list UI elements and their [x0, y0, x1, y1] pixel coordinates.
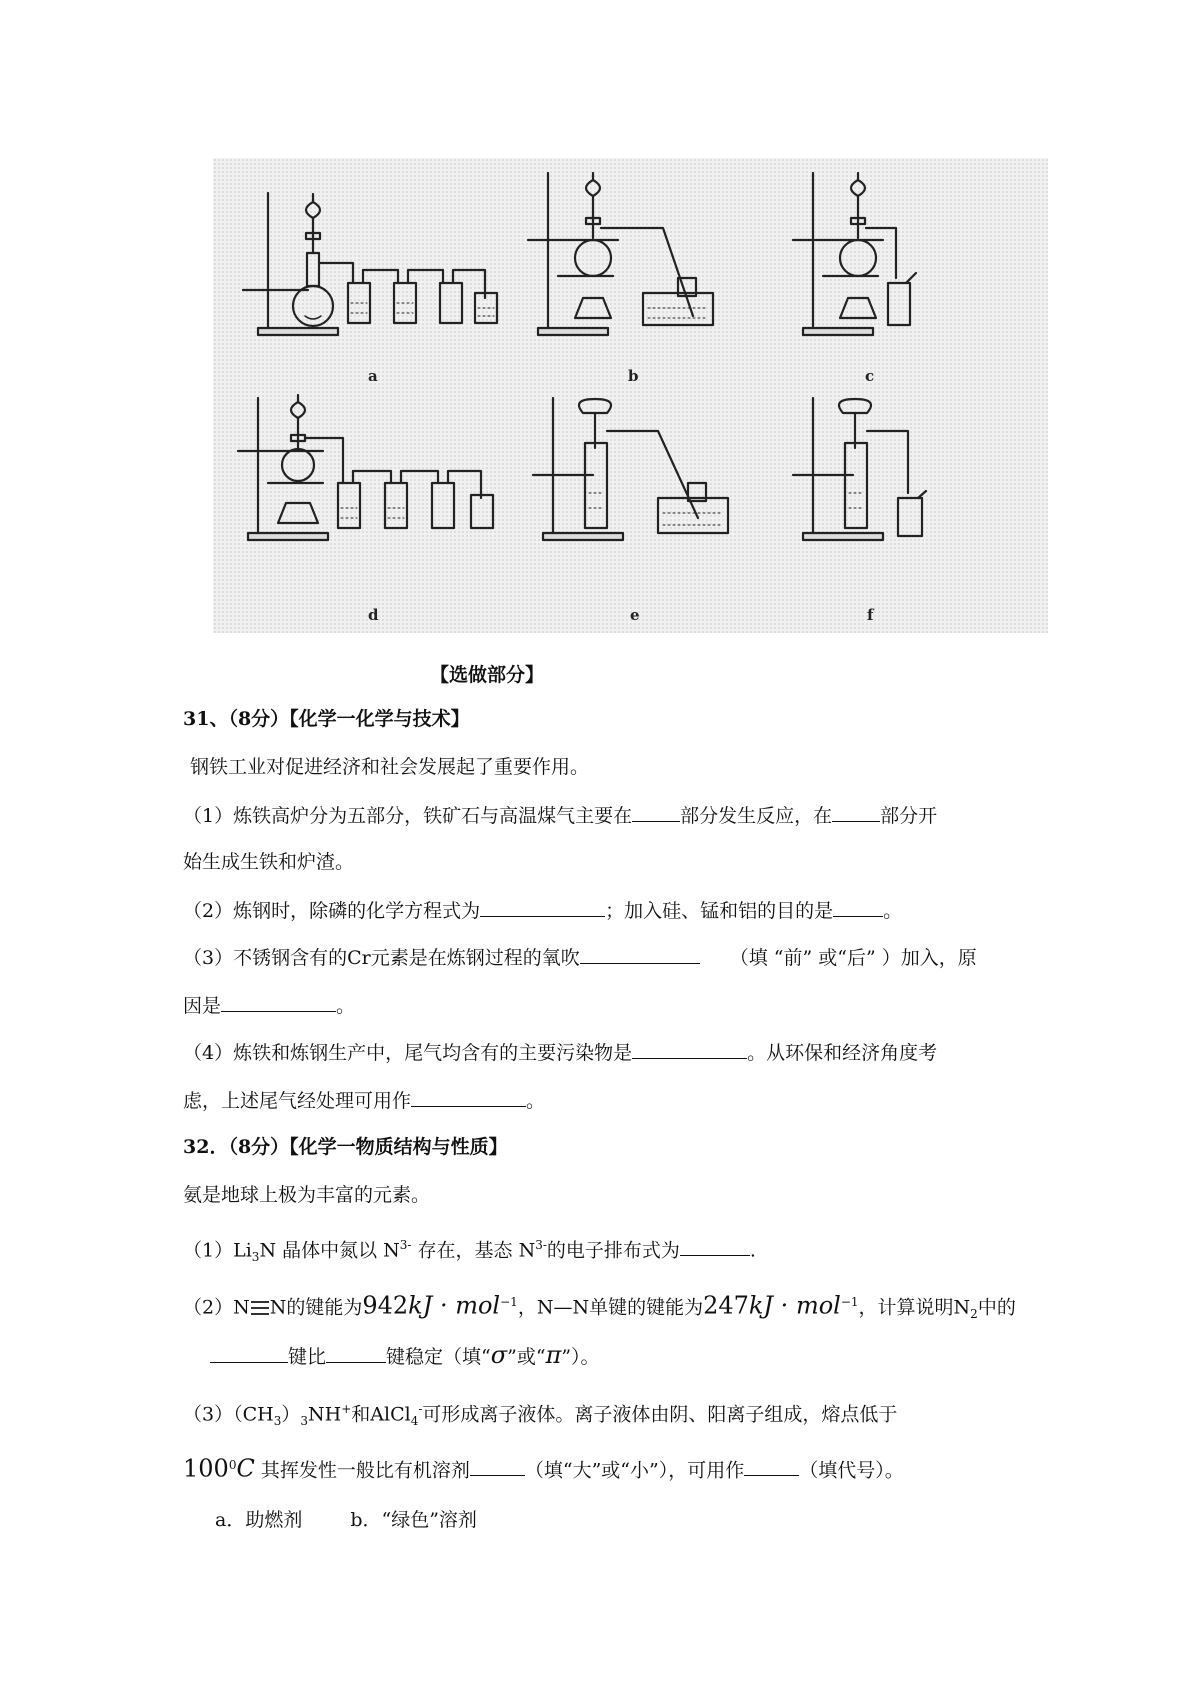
q31-intro: 钢铁工业对促进经济和社会发展起了重要作用。 — [190, 756, 590, 778]
label-e: e — [630, 606, 640, 624]
q32-part2-line1: （2）N N的键能为942kJ · mol$^{-1}$，N—N单键的键能为247kJ · mol$^{-1}$，计算说明$N_2$中的 — [183, 1291, 1016, 1322]
q31-part1-line2: 始生成生铁和炉渣。 — [183, 851, 355, 873]
label-c: c — [865, 367, 875, 385]
q32-header: 32．（8分）【化学一物质结构与性质】 — [183, 1136, 508, 1158]
apparatus-d — [238, 395, 493, 540]
q31-part2: （2）炼钢时，除磷的化学方程式为 ；加入硅、锰和铝的目的是 。 — [183, 900, 903, 922]
apparatus-a — [243, 193, 497, 335]
apparatus-b — [528, 173, 713, 335]
q31-part3-line1: （3）不锈钢含有的Cr元素是在炼钢过程的氧吹 （填 “前” 或“后” ）加入，原 — [183, 947, 977, 969]
apparatus-drawing — [213, 158, 1048, 633]
option-a: a．助燃剂 — [215, 1509, 303, 1531]
apparatus-e — [533, 398, 728, 540]
apparatus-c — [793, 173, 916, 335]
q32-part3-line2: $100^0C$ 其挥发性一般比有机溶剂 （填“大”或“小”），可用作 （填代号）。 — [183, 1454, 904, 1483]
label-a: a — [368, 367, 378, 385]
label-d: d — [368, 606, 379, 624]
apparatus-f — [793, 398, 926, 540]
q31-header: 31、（8分）【化学一化学与技术】 — [183, 708, 470, 730]
q31-part1-line1: （1）炼铁高炉分为五部分，铁矿石与高温煤气主要在 部分发生反应，在 部分开 — [183, 805, 938, 827]
q32-options — [215, 1508, 477, 1532]
q32-part1: $(1)Li_3N$ 晶体中氮以 $N^{3-}$ 存在，基态 $N^{3-}$的电子排布式为 . — [183, 1238, 756, 1265]
q32-part2-line2: 键比 键稳定（填“σ”或“π”）。 — [210, 1343, 600, 1369]
q31-part4-line1: （4）炼铁和炼钢生产中，尾气均含有的主要污染物是 。从环保和经济角度考 — [183, 1042, 938, 1064]
q31-part4-line2: 虑，上述尾气经处理可用作 。 — [183, 1090, 546, 1112]
label-b: b — [628, 367, 639, 385]
triple-bond-icon — [251, 1301, 269, 1315]
label-f: f — [867, 606, 874, 624]
q32-part3-line1: $(3)(CH_3)_3NH^+$和AlCl$_4$-可形成离子液体。离子液体由阴、阳离子组成，熔点低于 — [183, 1402, 898, 1429]
apparatus-figure — [213, 158, 1048, 633]
q31-part3-line2: 因是 。 — [183, 995, 356, 1017]
section-title: 【选做部分】 — [430, 664, 545, 686]
q32-intro: 氨是地球上极为丰富的元素。 — [183, 1184, 431, 1206]
option-b: b．“绿色”溶剂 — [350, 1509, 477, 1531]
